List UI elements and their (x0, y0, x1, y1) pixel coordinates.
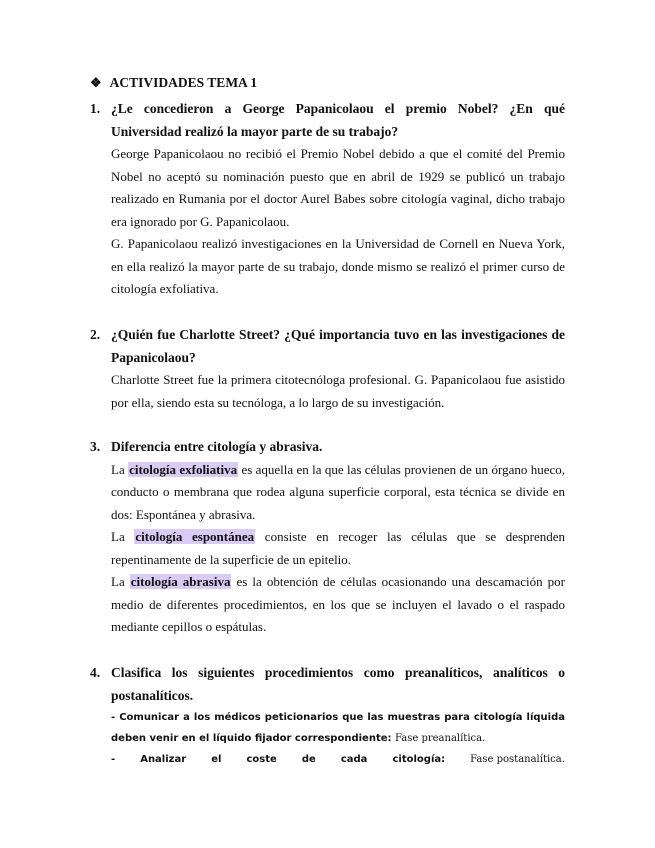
diamond-bullet-icon: ❖ (90, 75, 102, 90)
procedure-text: - Comunicar a los médicos peticionarios que las muestras para citología líquida deben venir en el líquido fijador correspondiente: (111, 712, 565, 744)
text-run: La (111, 574, 130, 589)
procedure-word: coste (246, 754, 277, 765)
activities-heading (90, 75, 257, 91)
question-title: Diferencia entre citología y abrasiva. (111, 439, 323, 454)
procedure-word: cada (340, 754, 368, 765)
question-2 (90, 324, 565, 414)
text-run: La (111, 529, 135, 544)
question-3 (90, 436, 565, 639)
question-number: 2. (90, 327, 101, 342)
question-number: 3. (90, 439, 101, 454)
question-title: ¿Le concedieron a George Papanicolaou el premio Nobel? ¿En qué Universidad realizó la mayor parte de su trabajo? (111, 101, 565, 139)
answer-paragraph (111, 459, 565, 527)
text-run: es aquella en la que las células provienen de un órgano hueco, conducto o membrana que rodea alguna superficie corporal, esta técnica se divide en dos: Espontánea y abrasiva. (111, 461, 565, 522)
question-number: 1. (90, 101, 101, 116)
answer-paragraph (111, 571, 565, 639)
question-number: 4. (90, 665, 101, 680)
highlighted-term: citología abrasiva (130, 574, 231, 589)
text-run: consiste en recoger las células que se desprenden repentinamente de la superficie de un epitelio. (111, 529, 565, 567)
procedure-word: - (111, 754, 116, 765)
answer-paragraph: Charlotte Street fue la primera citotecnóloga profesional. G. Papanicolaou fue asistido por ella, siendo esta su tecnóloga, a lo largo de su investigación. (111, 372, 565, 410)
question-title: Clasifica los siguientes procedimientos como preanalíticos, analíticos o postanalíticos. (111, 665, 565, 703)
text-run: La (111, 461, 129, 477)
question-1 (90, 98, 565, 301)
procedure-item (111, 749, 565, 770)
heading-title: ACTIVIDADES TEMA 1 (109, 75, 258, 90)
answer-paragraph: G. Papanicolaou realizó investigaciones en la Universidad de Cornell en Nueva York, en ella realizó la mayor parte de su trabajo, donde mismo se realizó el primer curso de citología exfoliativa. (111, 236, 565, 296)
procedure-item (111, 707, 565, 749)
answer-paragraph (111, 526, 565, 571)
procedure-word: el (211, 754, 222, 765)
procedure-word: Analizar (140, 754, 187, 765)
procedure-phase: Fase preanalítica. (395, 733, 486, 744)
question-title: ¿Quién fue Charlotte Street? ¿Qué importancia tuvo en las investigaciones de Papanicolaou? (111, 327, 565, 365)
procedure-word: citología: (392, 754, 446, 765)
procedure-phase: Fase postanalítica. (470, 754, 565, 765)
question-4 (90, 662, 565, 770)
highlighted-term: citología exfoliativa (129, 461, 238, 477)
text-run: es la obtención de células ocasionando una descamación por medio de diferentes procedimientos, en los que se incluyen el lavado o el raspado mediante cepillos o espátulas. (111, 574, 566, 634)
highlighted-term: citología espontánea (135, 529, 255, 544)
procedure-word: de (301, 754, 316, 765)
answer-paragraph: George Papanicolaou no recibió el Premio Nobel debido a que el comité del Premio Nobel no aceptó su nominación puesto que en abril de 1929 se publicó un trabajo realizado en Rumania por el doctor Aurel Babes sobre citología vaginal, dicho trabajo era ignorado por G. Papanicolaou. (111, 146, 565, 229)
